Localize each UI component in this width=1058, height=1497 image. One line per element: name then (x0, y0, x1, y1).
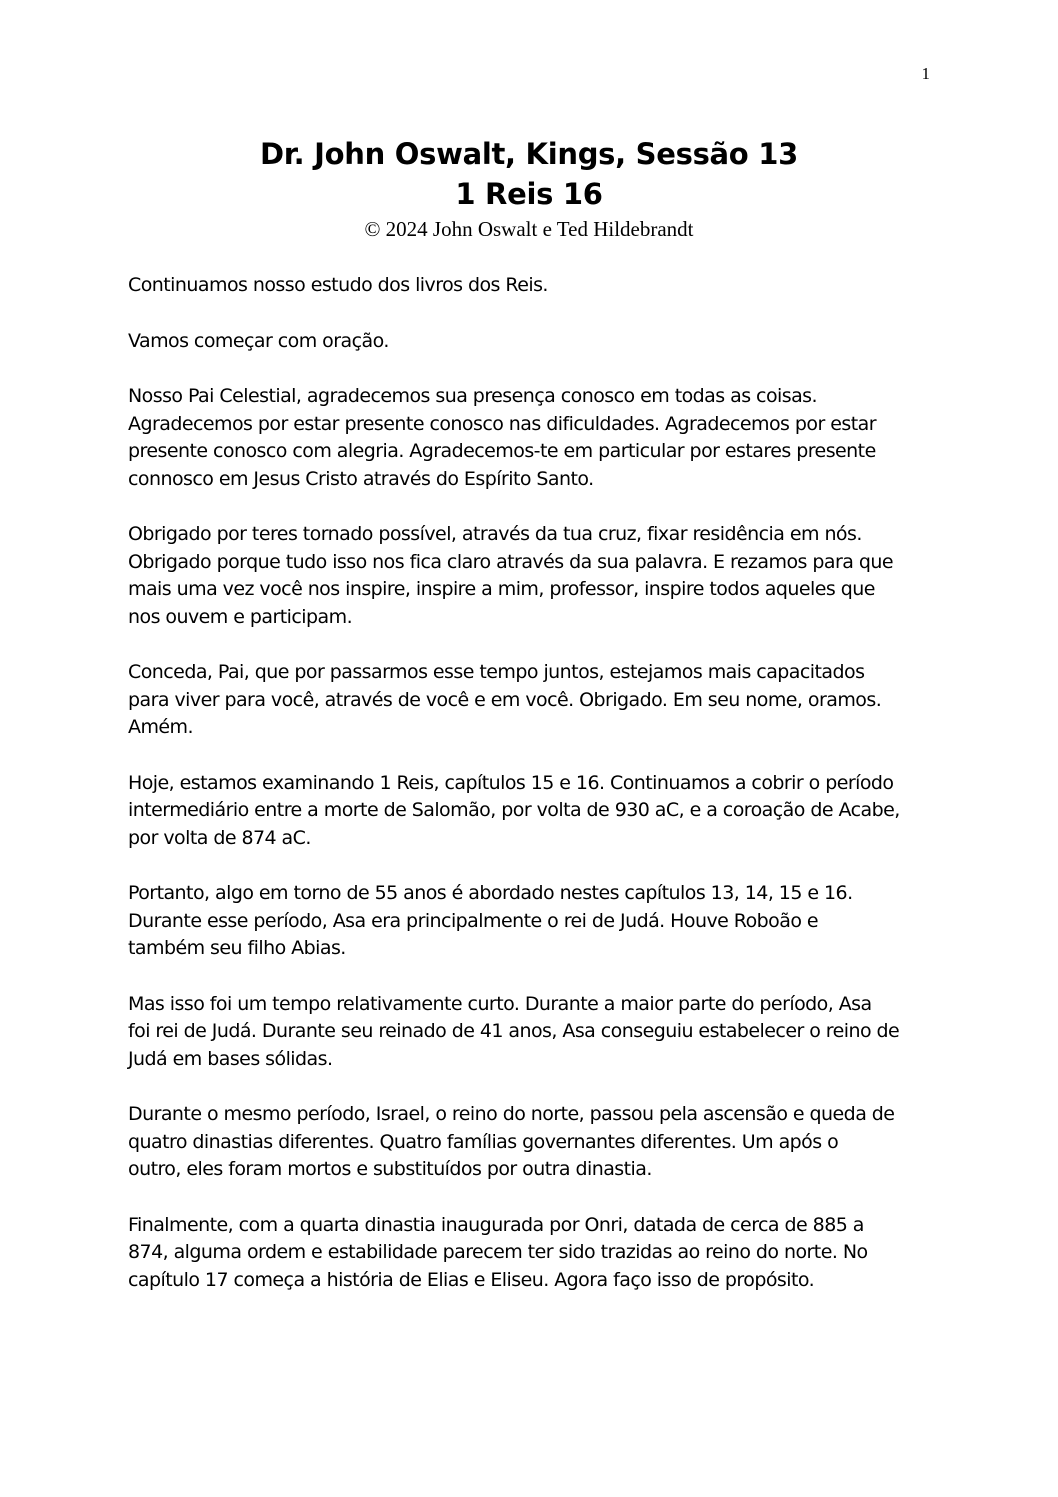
paragraph: Hoje, estamos examinando 1 Reis, capítulos 15 e 16. Continuamos a cobrir o período intermediário entre a morte de Salomão, por volta de 930 aC, e a coroação de Acabe, por volta de 874 aC. (128, 771, 900, 849)
page-number: 1 (921, 64, 930, 83)
paragraph: Finalmente, com a quarta dinastia inaugurada por Onri, datada de cerca de 885 a 874, alguma ordem e estabilidade parecem ter sido trazidas ao reino do norte. No capítulo 17 começa a história de Elias e Eliseu. Agora faço isso de propósito. (128, 1213, 868, 1291)
paragraph: Obrigado por teres tornado possível, através da tua cruz, fixar residência em nós. Obrigado porque tudo isso nos fica claro através da sua palavra. E rezamos para que mais uma vez você nos inspire, inspire a mim, professor, inspire todos aqueles que nos ouvem e participam. (128, 523, 893, 628)
paragraph: Conceda, Pai, que por passarmos esse tempo juntos, estejamos mais capacitados para viver para você, através de você e em você. Obrigado. Em seu nome, oramos. Amém. (128, 661, 882, 738)
paragraph: Nosso Pai Celestial, agradecemos sua presença conosco em todas as coisas. Agradecemos por estar presente conosco nas dificuldades. Agradecemos por estar presente conosco com alegria. Agradecemos-te em particular por estares presente connosco em Jesus Cristo através do Espírito Santo. (128, 385, 876, 490)
paragraph: Portanto, algo em torno de 55 anos é abordado nestes capítulos 13, 14, 15 e 16. Durante esse período, Asa era principalmente o rei de Judá. Houve Roboão e também seu filho Abias. (128, 882, 853, 959)
paragraph: Mas isso foi um tempo relativamente curto. Durante a maior parte do período, Asa foi rei de Judá. Durante seu reinado de 41 anos, Asa conseguiu estabelecer o reino de Judá em bases sólidas. (128, 992, 900, 1070)
paragraph: Continuamos nosso estudo dos livros dos Reis. (128, 274, 548, 296)
document-body (128, 272, 938, 1322)
document-subtitle: 1 Reis 16 (455, 177, 603, 211)
paragraph: Vamos começar com oração. (128, 329, 389, 352)
paragraph: Durante o mesmo período, Israel, o reino do norte, passou pela ascensão e queda de quatro dinastias diferentes. Quatro famílias governantes diferentes. Um após o outro, eles foram mortos e substituídos por outra dinastia. (128, 1103, 895, 1180)
title-block (0, 134, 1058, 244)
copyright-notice: © 2024 John Oswalt e Ted Hildebrandt (364, 217, 694, 241)
document-title: Dr. John Oswalt, Kings, Sessão 13 (260, 137, 798, 171)
